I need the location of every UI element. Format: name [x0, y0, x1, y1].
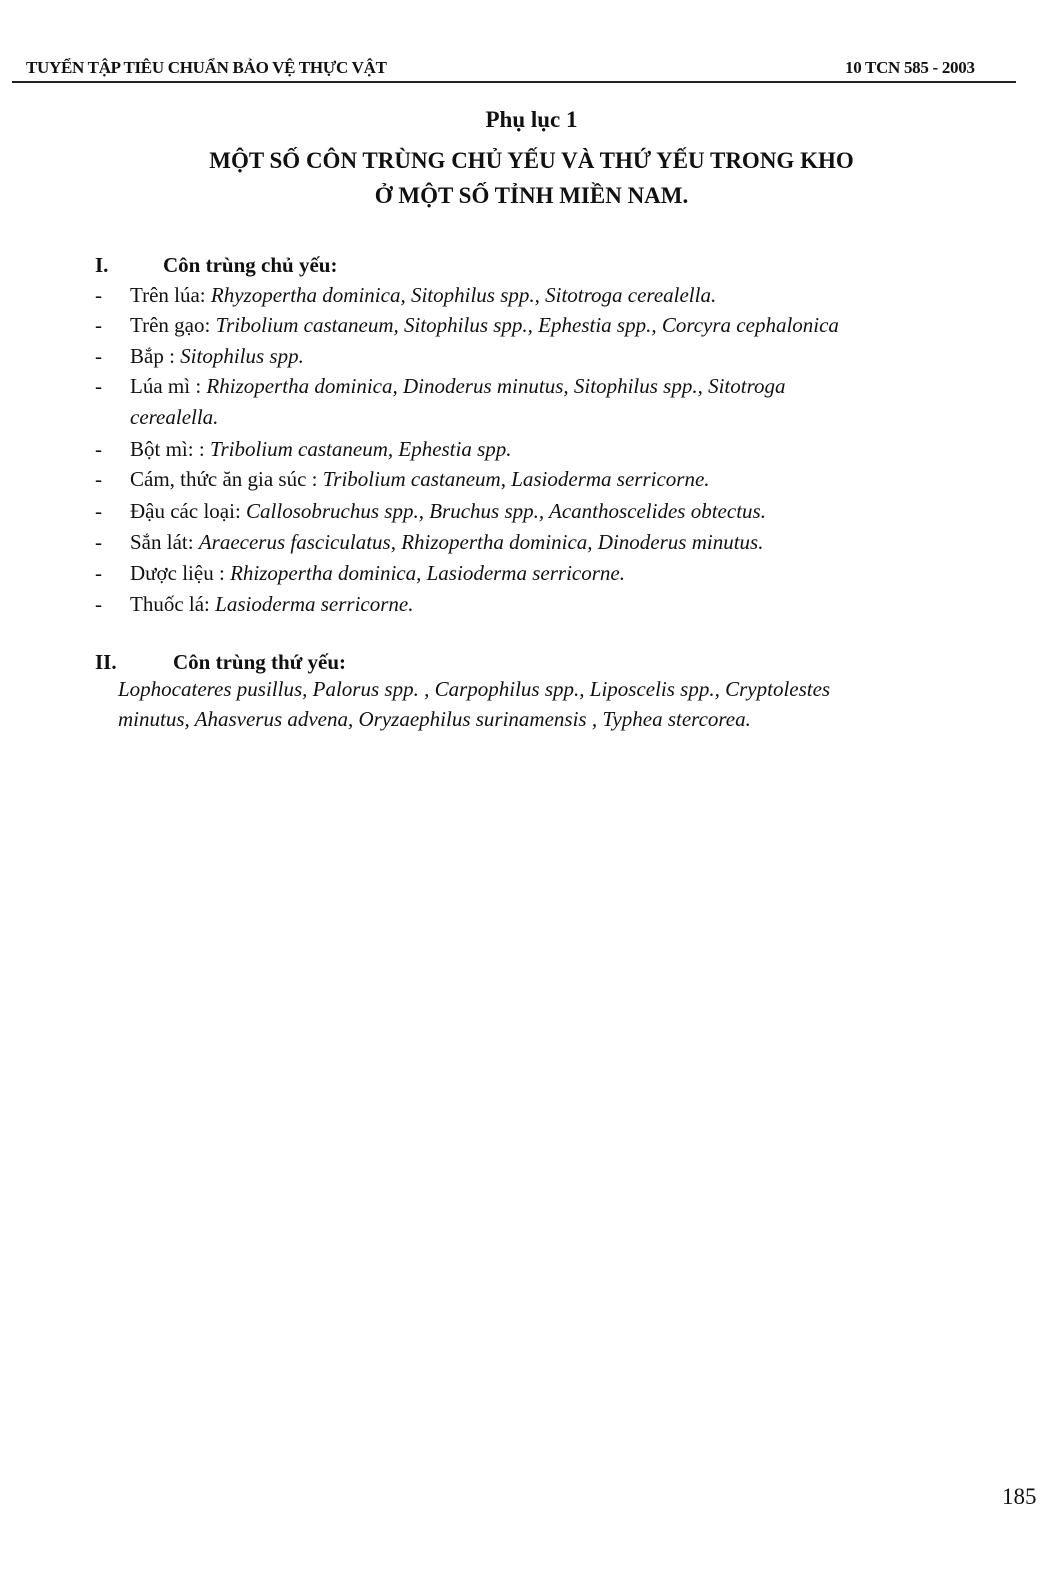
list-item: - Sắn lát: Araecerus fasciculatus, Rhizopertha dominica, Dinoderus minutus. [95, 530, 764, 554]
list-item: - Cám, thức ăn gia súc : Tribolium castaneum, Lasioderma serricorne. [95, 467, 710, 491]
section-title: Côn trùng chủ yếu: [163, 253, 338, 277]
list-item: - Lúa mì : Rhizopertha dominica, Dinoderus minutus, Sitophilus spp., Sitotroga [95, 374, 786, 398]
section-2-heading [95, 650, 346, 675]
page-number: 185 [1002, 1484, 1037, 1509]
section-2-text-line-1: Lophocateres pusillus, Palorus spp. , Carpophilus spp., Liposcelis spp., Cryptolestes [118, 677, 831, 701]
list-item: - Trên gạo: Tribolium castaneum, Sitophilus spp., Ephestia spp., Corcyra cephalonica [95, 313, 839, 337]
list-item: - Đậu các loại: Callosobruchus spp., Bruchus spp., Acanthoscelides obtectus. [95, 499, 766, 523]
list-item: - Thuốc lá: Lasioderma serricorne. [95, 592, 414, 616]
list-item: - Bột mì: : Tribolium castaneum, Ephestia spp. [95, 437, 512, 461]
title-line-2: Ở MỘT SỐ TỈNH MIỀN NAM. [374, 183, 689, 208]
section-number: I. [95, 253, 109, 277]
list-item: - Bắp : Sitophilus spp. [95, 344, 304, 368]
title-line-1: MỘT SỐ CÔN TRÙNG CHỦ YẾU VÀ THỨ YẾU TRONG KHO [209, 148, 854, 173]
list-item-continuation: cerealella. [130, 405, 219, 429]
list-item: - Dược liệu : Rhizopertha dominica, Lasioderma serricorne. [95, 561, 625, 585]
section-2-text-line-2: minutus, Ahasverus advena, Oryzaephilus surinamensis , Typhea stercorea. [118, 707, 751, 731]
running-header-title: TUYỂN TẬP TIÊU CHUẨN BẢO VỆ THỰC VẬT [26, 58, 387, 77]
section-number: II. [95, 650, 117, 674]
header-rule [12, 81, 1016, 83]
section-title: Côn trùng thứ yếu: [173, 650, 347, 674]
list-item: - Trên lúa: Rhyzopertha dominica, Sitophilus spp., Sitotroga cerealella. [95, 283, 717, 307]
appendix-label: Phụ lục 1 [485, 107, 578, 132]
section-1-heading [95, 253, 337, 278]
standard-code: 10 TCN 585 - 2003 [845, 58, 975, 77]
